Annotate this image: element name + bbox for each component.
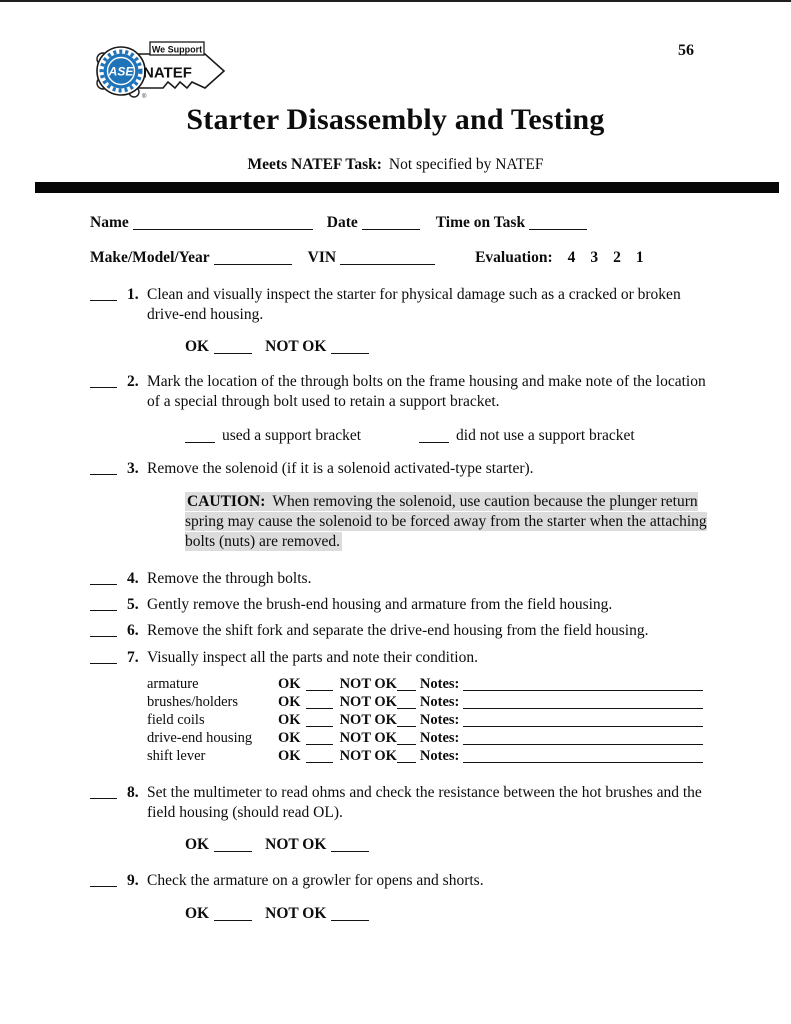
notes-label: Notes: bbox=[419, 730, 460, 746]
step-2 bbox=[90, 372, 730, 412]
notes-label: Notes: bbox=[419, 676, 460, 692]
name-date-row bbox=[90, 213, 730, 232]
step-9-text: Check the armature on a growler for opens and shorts. bbox=[147, 872, 484, 889]
ok-label: OK bbox=[278, 712, 301, 728]
step-3 bbox=[90, 459, 730, 479]
step-5-number: 5. bbox=[127, 596, 139, 613]
part-name: drive-end housing bbox=[147, 730, 253, 746]
ok-label: OK bbox=[185, 905, 210, 922]
ok-label: OK bbox=[278, 730, 301, 746]
ok-label: OK bbox=[185, 836, 210, 853]
step-8-text: Set the multimeter to read ohms and check the resistance between the hot brushes and the field housing (should read OL). bbox=[147, 784, 702, 821]
step-1-check-blank bbox=[90, 285, 117, 301]
time-on-task-label: Time on Task bbox=[435, 214, 526, 231]
step-4 bbox=[90, 569, 730, 589]
not-ok-label: NOT OK bbox=[339, 712, 397, 728]
not-ok-blank bbox=[397, 678, 416, 691]
name-blank bbox=[133, 217, 313, 230]
date-blank bbox=[362, 217, 420, 230]
step-4-text: Remove the through bolts. bbox=[147, 570, 312, 587]
step-6-number: 6. bbox=[127, 622, 139, 639]
step-2-text: Mark the location of the through bolts on the frame housing and make note of the location of a special through bolt used to retain a support bracket. bbox=[147, 373, 706, 410]
part-name: armature bbox=[147, 676, 199, 692]
part-name: field coils bbox=[147, 712, 205, 728]
used-bracket-blank bbox=[185, 430, 215, 443]
not-ok-blank bbox=[397, 696, 416, 709]
not-ok-label: NOT OK bbox=[265, 905, 327, 922]
ok-blank bbox=[214, 341, 252, 354]
we-support-label: We Support bbox=[151, 44, 203, 55]
part-name: brushes/holders bbox=[147, 694, 239, 710]
evaluation-label: Evaluation: bbox=[475, 249, 553, 266]
step-3-check-blank bbox=[90, 459, 117, 475]
notes-blank bbox=[463, 696, 703, 709]
name-label: Name bbox=[90, 214, 129, 231]
caution-block bbox=[185, 492, 721, 552]
scan-top-edge bbox=[0, 0, 791, 2]
step-8 bbox=[90, 783, 730, 823]
step-6-text: Remove the shift fork and separate the drive-end housing from the field housing. bbox=[147, 622, 649, 639]
section-rule bbox=[35, 182, 779, 193]
not-ok-blank bbox=[331, 908, 369, 921]
notes-blank bbox=[463, 732, 703, 745]
evaluation-score-3: 3 bbox=[590, 249, 599, 266]
step-9-check-blank bbox=[90, 871, 117, 887]
ok-blank bbox=[306, 732, 333, 745]
step-5-check-blank bbox=[90, 595, 117, 611]
ase-label: ASE bbox=[108, 64, 134, 79]
step-6 bbox=[90, 621, 730, 641]
part-row-shift-lever bbox=[147, 747, 730, 765]
ok-blank bbox=[306, 714, 333, 727]
registered-mark: ® bbox=[142, 94, 147, 99]
parts-table bbox=[147, 675, 730, 765]
meets-natef-task-value: Not specified by NATEF bbox=[388, 156, 544, 173]
step-8-check-blank bbox=[90, 783, 117, 799]
step-1-number: 1. bbox=[127, 286, 139, 303]
ok-label: OK bbox=[278, 748, 301, 764]
not-ok-blank bbox=[331, 839, 369, 852]
step-4-check-blank bbox=[90, 569, 117, 585]
used-bracket-label: used a support bracket bbox=[222, 427, 362, 444]
step-9-number: 9. bbox=[127, 872, 139, 889]
date-label: Date bbox=[326, 214, 358, 231]
make-model-year-label: Make/Model/Year bbox=[90, 249, 210, 266]
not-ok-label: NOT OK bbox=[339, 730, 397, 746]
caution-label: CAUTION: bbox=[187, 493, 266, 510]
step-1 bbox=[90, 285, 730, 325]
notes-label: Notes: bbox=[419, 694, 460, 710]
evaluation-score-1: 1 bbox=[635, 249, 644, 266]
step-1-text: Clean and visually inspect the starter for physical damage such as a cracked or broken drive-end housing. bbox=[147, 286, 681, 323]
step-6-check-blank bbox=[90, 621, 117, 637]
part-row-brushes bbox=[147, 693, 730, 711]
step-1-result-line bbox=[185, 337, 730, 356]
step-2-check-blank bbox=[90, 372, 117, 388]
step-7 bbox=[90, 648, 730, 668]
step-8-result-line bbox=[185, 835, 730, 854]
no-bracket-label: did not use a support bracket bbox=[456, 427, 635, 444]
not-ok-blank bbox=[397, 750, 416, 763]
notes-blank bbox=[463, 714, 703, 727]
not-ok-blank bbox=[397, 732, 416, 745]
step-2-number: 2. bbox=[127, 373, 139, 390]
ok-blank bbox=[306, 678, 333, 691]
step-3-text: Remove the solenoid (if it is a solenoid activated-type starter). bbox=[147, 460, 534, 477]
ok-label: OK bbox=[278, 694, 301, 710]
ok-blank bbox=[306, 750, 333, 763]
worksheet-body bbox=[90, 213, 730, 923]
ok-label: OK bbox=[185, 338, 210, 355]
step-2-options-line bbox=[185, 426, 730, 445]
natef-logo bbox=[94, 41, 229, 99]
part-row-armature bbox=[147, 675, 730, 693]
not-ok-blank bbox=[397, 714, 416, 727]
ok-label: OK bbox=[278, 676, 301, 692]
step-9-result-line bbox=[185, 904, 730, 923]
caution-text: When removing the solenoid, use caution because the plunger return spring may cause the solenoid to be forced away from the starter when the attaching bolts (nuts) are removed. bbox=[185, 493, 707, 550]
step-7-text: Visually inspect all the parts and note their condition. bbox=[147, 649, 478, 666]
not-ok-label: NOT OK bbox=[339, 676, 397, 692]
meets-natef-task-label: Meets NATEF Task: bbox=[247, 156, 382, 173]
no-bracket-blank bbox=[419, 430, 449, 443]
not-ok-label: NOT OK bbox=[265, 338, 327, 355]
time-on-task-blank bbox=[529, 217, 587, 230]
make-model-year-blank bbox=[214, 252, 292, 265]
notes-blank bbox=[463, 678, 703, 691]
caution-highlight bbox=[185, 492, 707, 551]
evaluation-score-2: 2 bbox=[613, 249, 621, 266]
part-row-field-coils bbox=[147, 711, 730, 729]
ok-blank bbox=[214, 839, 252, 852]
notes-blank bbox=[463, 750, 703, 763]
not-ok-label: NOT OK bbox=[265, 836, 327, 853]
step-7-number: 7. bbox=[127, 649, 139, 666]
notes-label: Notes: bbox=[419, 712, 460, 728]
step-3-number: 3. bbox=[127, 460, 139, 477]
not-ok-label: NOT OK bbox=[339, 694, 397, 710]
part-name: shift lever bbox=[147, 748, 206, 764]
step-4-number: 4. bbox=[127, 570, 139, 587]
step-7-check-blank bbox=[90, 648, 117, 664]
notes-label: Notes: bbox=[419, 748, 460, 764]
meets-natef-task-line bbox=[0, 155, 791, 174]
part-row-drive-end-housing bbox=[147, 729, 730, 747]
not-ok-blank bbox=[331, 341, 369, 354]
natef-label: NATEF bbox=[143, 64, 192, 82]
vehicle-row bbox=[90, 248, 730, 267]
step-5-text: Gently remove the brush-end housing and armature from the field housing. bbox=[147, 596, 613, 613]
evaluation-score-4: 4 bbox=[567, 249, 576, 266]
step-8-number: 8. bbox=[127, 784, 139, 801]
vin-label: VIN bbox=[307, 249, 337, 266]
page-number: 56 bbox=[678, 42, 694, 59]
step-9 bbox=[90, 871, 730, 891]
ok-blank bbox=[306, 696, 333, 709]
vin-blank bbox=[340, 252, 435, 265]
step-5 bbox=[90, 595, 730, 615]
not-ok-label: NOT OK bbox=[339, 748, 397, 764]
page-title: Starter Disassembly and Testing bbox=[186, 103, 605, 136]
ok-blank bbox=[214, 908, 252, 921]
